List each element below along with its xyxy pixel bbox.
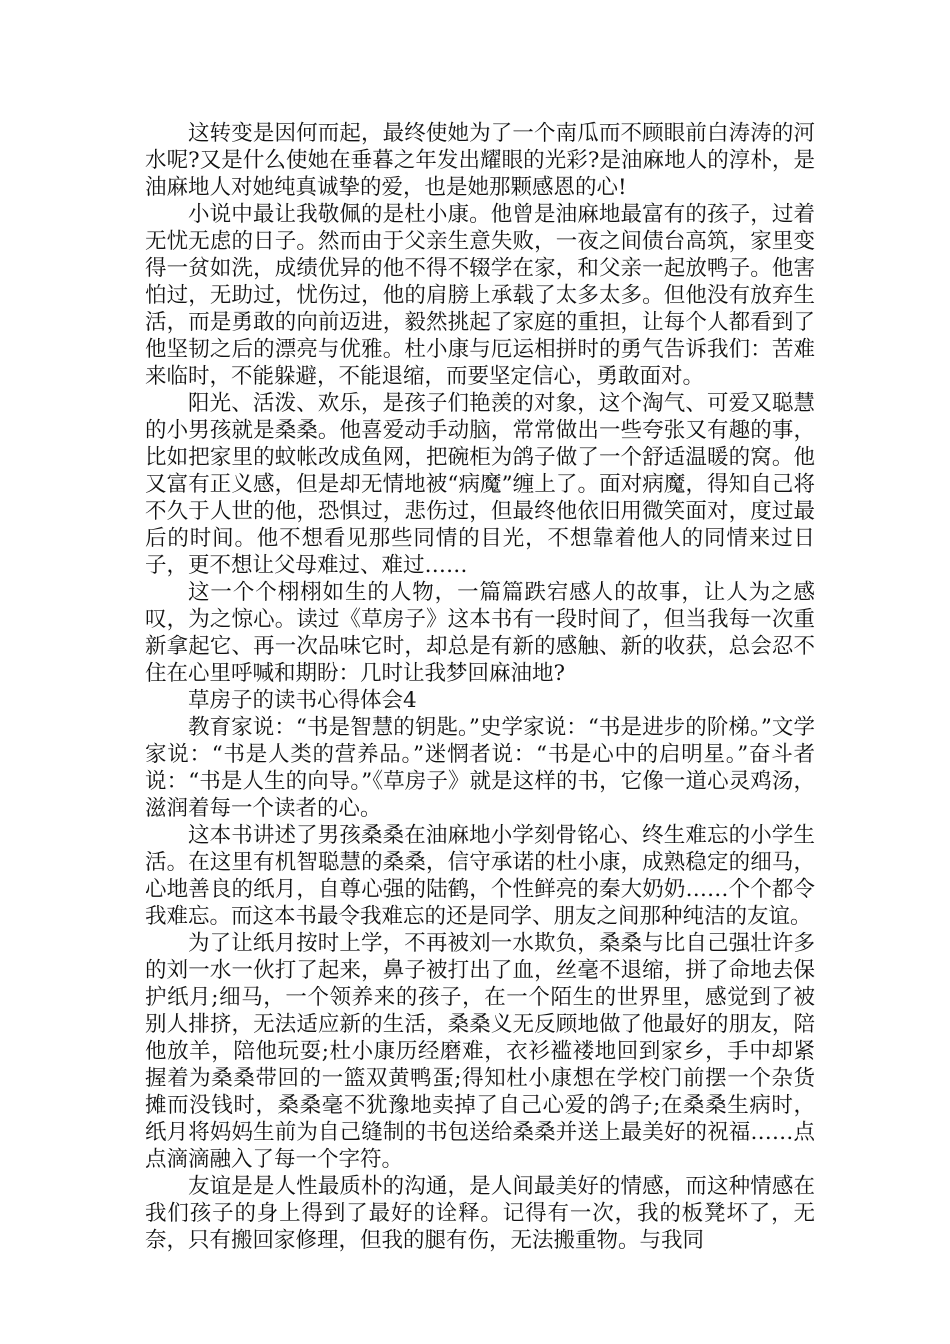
- section-heading: 草房子的读书心得体会4: [188, 688, 417, 713]
- paragraph-1: 这转变是因何而起，最终使她为了一个南瓜而不顾眼前白涛涛的河水呢?又是什么使她在垂暮之年发出耀眼的光彩?是油麻地人的淳朴，是油麻地人对她纯真诚挚的爱，也是她那颗感恩的心!: [145, 121, 815, 200]
- paragraph-6: 这本书讲述了男孩桑桑在油麻地小学刻骨铭心、终生难忘的小学生活。在这里有机智聪慧的桑桑，信守承诺的杜小康，成熟稳定的细马，心地善良的纸月，自尊心强的陆鹤，个性鲜亮的秦大奶奶……个个都令我难忘。而这本书最令我难忘的还是同学、朋友之间那种纯洁的友谊。: [145, 823, 815, 929]
- paragraph-5: 教育家说：“书是智慧的钥匙。”史学家说：“书是进步的阶梯。”文学家说：“书是人类的营养品。”迷惘者说：“书是心中的启明星。”奋斗者说：“书是人生的向导。”《草房子》就是这样的书，它像一道心灵鸡汤，滋润着每一个读者的心。: [145, 715, 815, 821]
- paragraph-3: 阳光、活泼、欢乐，是孩子们艳羡的对象，这个淘气、可爱又聪慧的小男孩就是桑桑。他喜爱动手动脑，常常做出一些夸张又有趣的事，比如把家里的蚊帐改成鱼网，把碗柜为鸽子做了一个舒适温暖的窝。他又富有正义感，但是却无情地被“病魔”缠上了。面对病魔，得知自己将不久于人世的他，恐惧过，悲伤过，但最终他依旧用微笑面对，度过最后的时间。他不想看见那些同情的目光，不想靠着他人的同情来过日子，更不想让父母难过、难过……: [145, 391, 815, 578]
- document-page: [145, 120, 815, 1254]
- paragraph-7: 为了让纸月按时上学，不再被刘一水欺负，桑桑与比自己强壮许多的刘一水一伙打了起来，鼻子被打出了血，丝毫不退缩，拼了命地去保护纸月;细马，一个领养来的孩子，在一个陌生的世界里，感觉到了被别人排挤，无法适应新的生活，桑桑义无反顾地做了他最好的朋友，陪他放羊，陪他玩耍;杜小康历经磨难，衣衫褴褛地回到家乡，手中却紧握着为桑桑带回的一篮双黄鸭蛋;得知杜小康想在学校门前摆一个杂货摊而没钱时，桑桑毫不犹豫地卖掉了自己心爱的鸽子;在桑桑生病时，纸月将妈妈生前为自己缝制的书包送给桑桑并送上最美好的祝福……点点滴滴融入了每一个字符。: [145, 931, 815, 1172]
- paragraph-2: 小说中最让我敬佩的是杜小康。他曾是油麻地最富有的孩子，过着无忧无虑的日子。然而由于父亲生意失败，一夜之间债台高筑，家里变得一贫如洗，成绩优异的他不得不辍学在家，和父亲一起放鸭子。他害怕过，无助过，忧伤过，他的肩膀上承载了太多太多。但他没有放弃生活，而是勇敢的向前迈进，毅然挑起了家庭的重担，让每个人都看到了他坚韧之后的漂亮与优雅。杜小康与厄运相拼时的勇气告诉我们：苦难来临时，不能躲避，不能退缩，而要坚定信心，勇敢面对。: [145, 202, 815, 389]
- paragraph-4: 这一个个栩栩如生的人物，一篇篇跌宕感人的故事，让人为之感叹，为之惊心。读过《草房子》这本书有一段时间了，但当我每一次重新拿起它、再一次品味它时，却总是有新的感触、新的收获，总会忍不住在心里呼喊和期盼：几时让我梦回麻油地?: [145, 580, 815, 686]
- paragraph-8: 友谊是是人性最质朴的沟通，是人间最美好的情感，而这种情感在我们孩子的身上得到了最好的诠释。记得有一次，我的板凳坏了，无奈，只有搬回家修理，但我的腿有伤，无法搬重物。与我同: [145, 1174, 815, 1253]
